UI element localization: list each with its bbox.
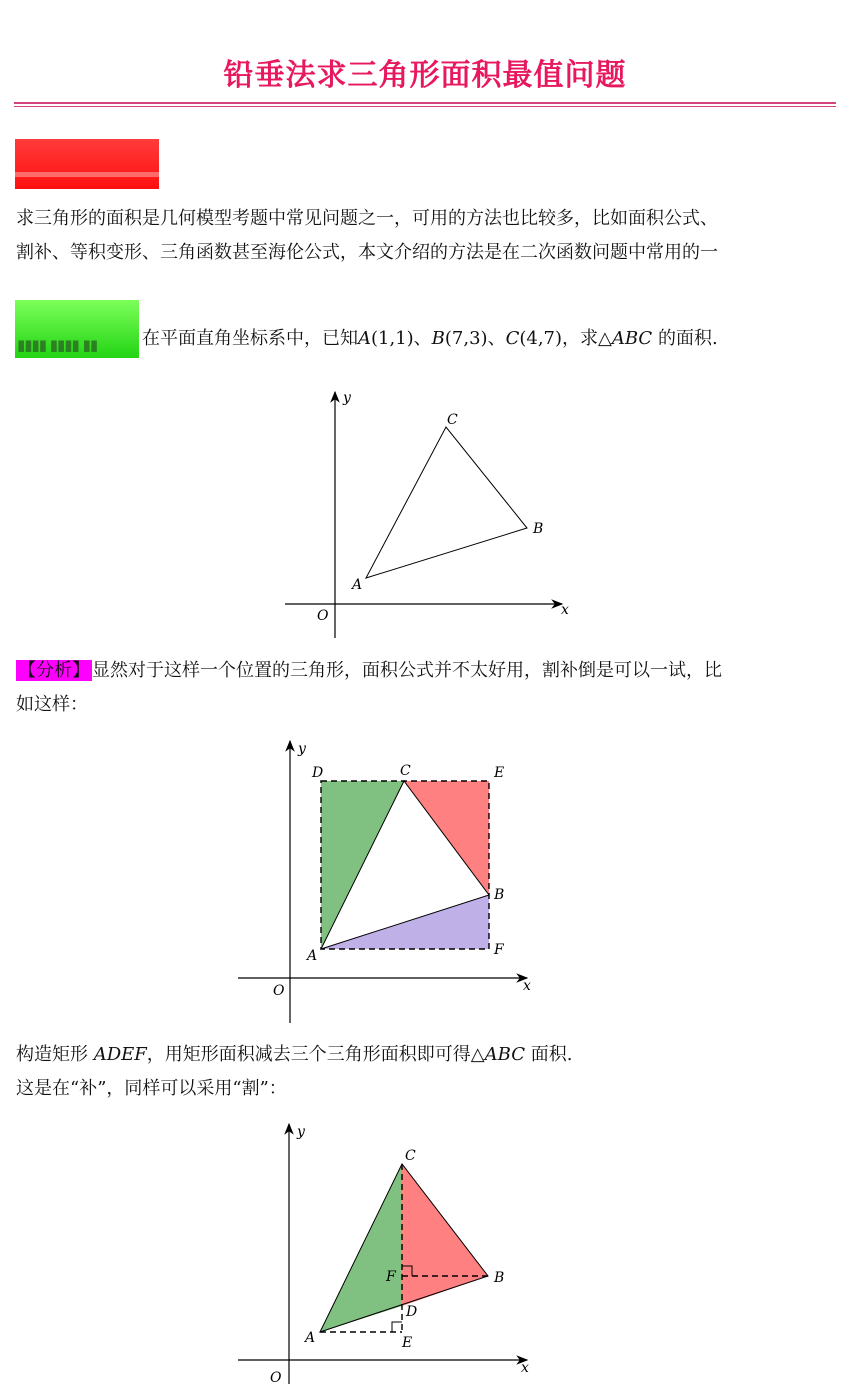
- separator: 、: [487, 328, 506, 349]
- label-d: D: [312, 765, 324, 781]
- example-prefix: 在平面直角坐标系中，已知: [142, 328, 358, 349]
- label-o: O: [273, 983, 285, 999]
- cut-explanation: 这是在“补”，同样可以采用“割”：: [16, 1078, 287, 1099]
- triangle-name: ABC: [611, 328, 653, 349]
- point-c-name: C: [505, 328, 520, 349]
- rect-text-prefix: 构造矩形: [16, 1044, 94, 1065]
- title-rule-thin: [14, 106, 836, 107]
- label-x: x: [523, 978, 531, 994]
- label-x: x: [561, 602, 569, 618]
- label-b: B: [494, 887, 505, 903]
- example-banner-green: ▮▮▮▮ ▮▮▮▮ ▮▮: [15, 300, 139, 358]
- rect-text-middle: ，用矩形面积减去三个三角形面积即可得△: [146, 1044, 485, 1065]
- label-o: O: [270, 1370, 282, 1386]
- label-b: B: [494, 1270, 505, 1286]
- example-suffix: 的面积.: [652, 328, 718, 349]
- label-o: O: [317, 608, 329, 624]
- analysis-line-2: 如这样：: [16, 694, 88, 715]
- triangle-abc: [366, 427, 527, 578]
- label-x: x: [521, 1360, 529, 1376]
- point-b-name: B: [431, 328, 445, 349]
- separator: 、: [413, 328, 432, 349]
- label-e: E: [402, 1335, 413, 1351]
- rectangle-explanation: [16, 1039, 836, 1071]
- intro-line-2: 割补、等积变形、三角函数甚至海伦公式，本文介绍的方法是在二次函数问题中常用的一: [16, 242, 718, 263]
- label-a: A: [307, 948, 318, 964]
- point-b-coord: (7,3): [444, 328, 488, 349]
- triangle-cdb-red: [402, 1164, 488, 1306]
- triangle-name: ABC: [484, 1044, 525, 1065]
- label-f: F: [494, 942, 504, 958]
- point-a-coord: (1,1): [371, 328, 414, 349]
- label-e: E: [494, 765, 505, 781]
- label-c: C: [400, 763, 411, 779]
- label-y: y: [343, 390, 351, 406]
- page-title: 铅垂法求三角形面积最值问题: [223, 58, 627, 93]
- example-statement: [142, 323, 842, 355]
- figure-rectangle-complement: [0, 735, 850, 1027]
- rect-name: ADEF: [93, 1044, 147, 1065]
- intro-paragraph: [16, 203, 836, 269]
- analysis-line-1: 显然对于这样一个位置的三角形，面积公式并不太好用，割补倒是可以一试，比: [92, 660, 722, 681]
- section-banner-red: [15, 139, 159, 189]
- label-y: y: [297, 1124, 305, 1140]
- label-b: B: [533, 521, 544, 537]
- figure-vertical-cut: [0, 1118, 850, 1389]
- analysis-paragraph: [16, 655, 836, 721]
- label-a: A: [352, 577, 363, 593]
- rect-text-suffix: 面积.: [524, 1044, 573, 1065]
- analysis-tag: 【分析】: [18, 660, 90, 681]
- point-a-name: A: [358, 328, 371, 349]
- figure-triangle: [0, 380, 850, 645]
- label-c: C: [405, 1148, 416, 1164]
- label-a: A: [305, 1330, 316, 1346]
- example-mid: ，求△: [562, 328, 612, 349]
- label-y: y: [298, 741, 306, 757]
- right-angle-e: [392, 1322, 402, 1332]
- label-c: C: [447, 412, 458, 428]
- intro-line-1: 求三角形的面积是几何模型考题中常见问题之一，可用的方法也比较多，比如面积公式、: [16, 208, 718, 229]
- point-c-coord: (4,7): [519, 328, 563, 349]
- label-f: F: [386, 1269, 396, 1285]
- title-rule-thick: [14, 102, 836, 104]
- label-d: D: [406, 1304, 418, 1320]
